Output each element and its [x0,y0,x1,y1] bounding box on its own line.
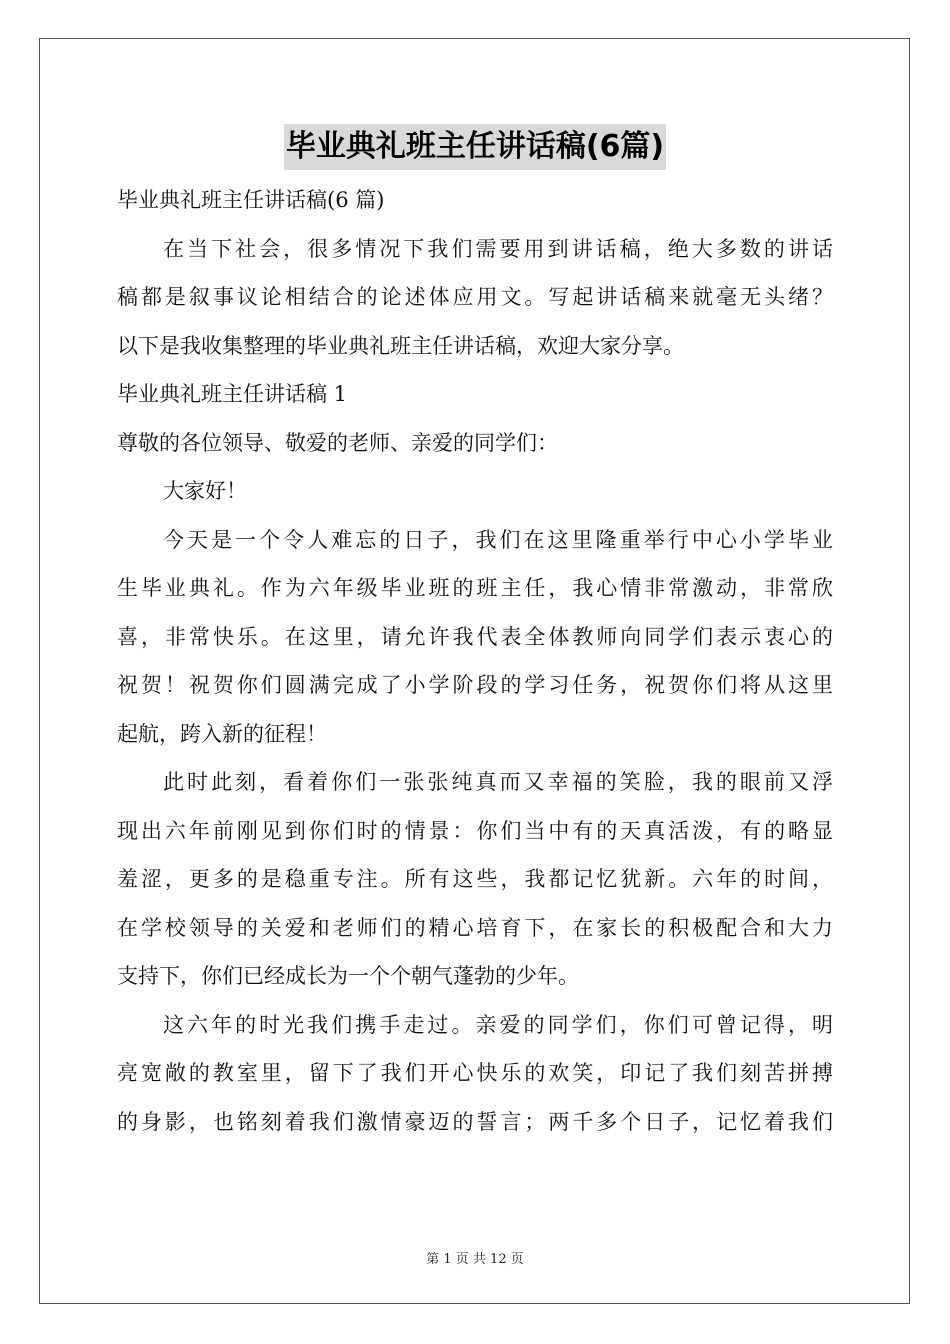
intro-line-2: 稿都是叙事议论相结合的论述体应用文。写起讲话稿来就毫无头绪？ [117,285,833,309]
section-heading: 毕业典礼班主任讲话稿 1 [117,382,348,406]
paragraph2-line-1: 此时此刻，看着你们一张张纯真而又幸福的笑脸，我的眼前又浮 [163,770,833,794]
paragraph1-line-4: 祝贺！祝贺你们圆满完成了小学阶段的学习任务，祝贺你们将从这里 [117,673,833,697]
paragraph2-line-2: 现出六年前刚见到你们时的情景：你们当中有的天真活泼，有的略显 [117,818,833,843]
greeting: 大家好！ [163,479,247,503]
paragraph1-line-3: 喜，非常快乐。在这里，请允许我代表全体教师向同学们表示衷心的 [117,624,833,649]
salutation: 尊敬的各位领导、敬爱的老师、亲爱的同学们： [117,430,558,455]
intro-line-3: 以下是我收集整理的毕业典礼班主任讲话稿，欢迎大家分享。 [117,333,684,358]
paragraph3-line-2: 亮宽敞的教室里，留下了我们开心快乐的欢笑，印记了我们刻苦拼搏 [117,1061,833,1085]
paragraph1-line-1: 今天是一个令人难忘的日子，我们在这里隆重举行中心小学毕业 [163,527,833,552]
paragraph2-line-5: 支持下，你们已经成长为一个个朝气蓬勃的少年。 [117,964,579,988]
title-wrap [0,124,950,170]
intro-line-1: 在当下社会，很多情况下我们需要用到讲话稿，绝大多数的讲话 [163,236,833,261]
paragraph2-line-3: 羞涩，更多的是稳重专注。所有这些，我都记忆犹新。六年的时间， [117,867,833,891]
paragraph3-line-1: 这六年的时光我们携手走过。亲爱的同学们，你们可曾记得，明 [163,1012,833,1037]
document-subtitle: 毕业典礼班主任讲话稿(6 篇) [117,188,385,212]
page-footer: 第 1 页 共 12 页 [426,1252,524,1267]
paragraph1-line-5: 起航，跨入新的征程！ [117,721,327,746]
paragraph2-line-4: 在学校领导的关爱和老师们的精心培育下，在家长的积极配合和大力 [117,915,833,940]
paragraph3-line-3: 的身影，也铭刻着我们激情豪迈的誓言；两千多个日子，记忆着我们 [117,1109,833,1134]
paragraph1-line-2: 生毕业典礼。作为六年级毕业班的班主任，我心情非常激动，非常欣 [117,576,833,600]
document-body [117,176,833,1146]
document-title: 毕业典礼班主任讲话稿(6篇) [284,124,666,170]
